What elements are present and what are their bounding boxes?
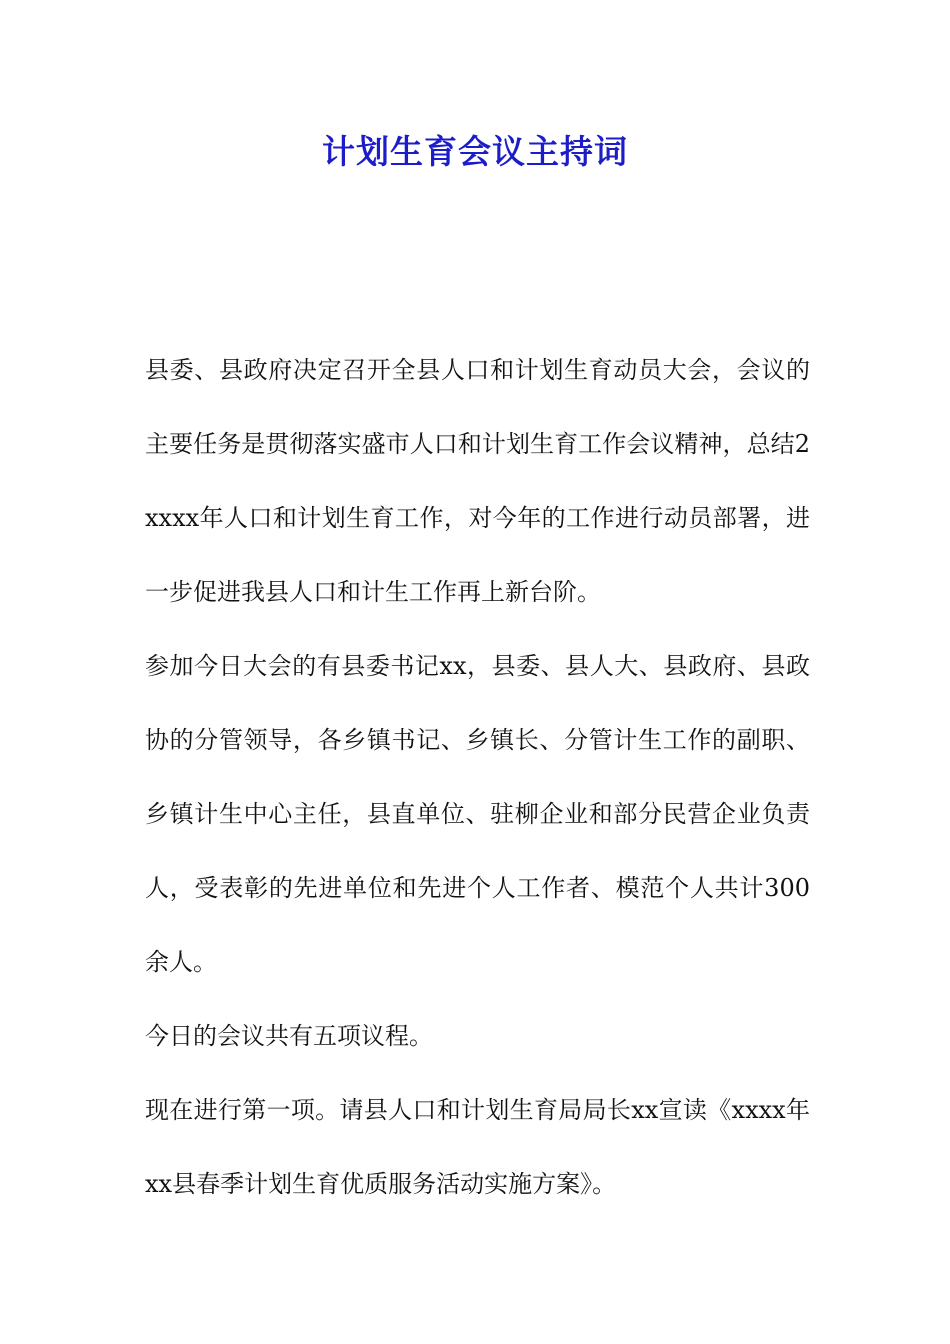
paragraph-meeting-purpose: 县委、县政府决定召开全县人口和计划生育动员大会，会议的主要任务是贯彻落实盛市人口和计划生育工作会议精神，总结2xxxx年人口和计划生育工作，对今年的工作进行动员部署，进一步促进我县人口和计生工作再上新台阶。 (145, 356, 810, 606)
paragraph-agenda-item-one: 现在进行第一项。请县人口和计划生育局局长xx宣读《xxxx年xx县春季计划生育优质服务活动实施方案》。 (145, 1096, 810, 1198)
document-body (145, 333, 810, 1221)
document-title: 计划生育会议主持词 (322, 132, 628, 171)
paragraph-attendees: 参加今日大会的有县委书记xx，县委、县人大、县政府、县政协的分管领导，各乡镇书记、乡镇长、分管计生工作的副职、乡镇计生中心主任，县直单位、驻柳企业和部分民营企业负责人，受表彰的先进单位和先进个人工作者、模范个人共计300余人。 (145, 652, 810, 976)
paragraph-agenda-count: 今日的会议共有五项议程。 (145, 1022, 433, 1050)
